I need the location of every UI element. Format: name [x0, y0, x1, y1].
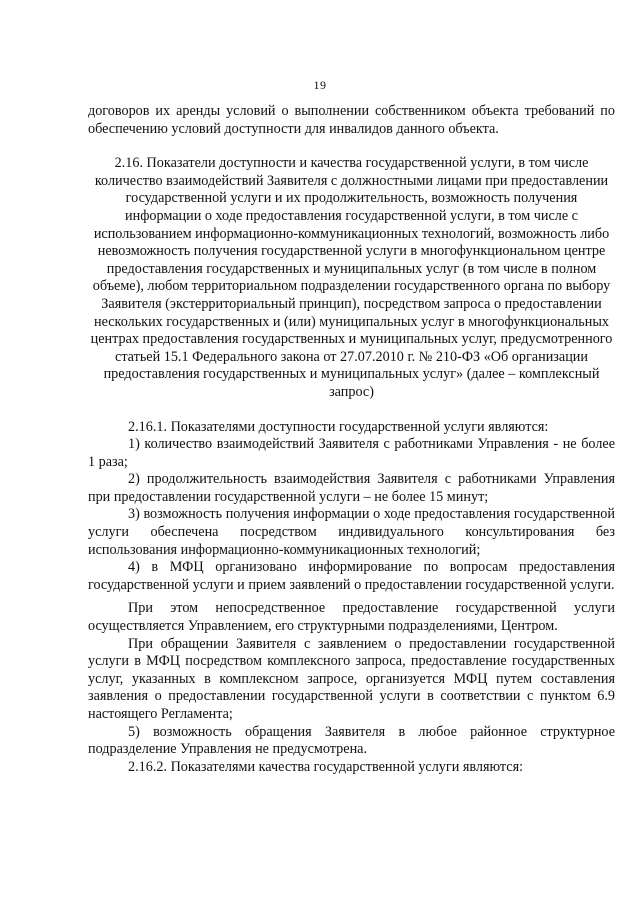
section-heading-2-16: 2.16. Показатели доступности и качества государственной услуги, в том числе количество взаимодействий Заявителя с должностными лицами при предоставлении государственной услуги и их продолжительность, возможность получения информации о ходе предоставления государственной услуги, в том числе с использованием информационно-коммуникационных технологий, возможность либо невозможность получения государственной услуги в многофункциональном центре предоставления государственных и муниципальных услуг (в том числе в полном объеме), любом территориальном подразделении государственного органа по выбору Заявителя (экстерриториальный принцип), посредством запроса о предоставлении нескольких государственных и (или) муниципальных услуг в многофункциональных центрах предоставления государственных и муниципальных услуг, предусмотренного статьей 15.1 Федерального закона от 27.07.2010 г. № 210-ФЗ «Об организации предоставления государственных и муниципальных услуг» (далее – комплексный запрос): [90, 155, 613, 400]
document-body: [88, 103, 615, 776]
list-item-4: 4) в МФЦ организовано информирование по вопросам предоставления государственной услуги и прием заявлений о предоставлении государственной услуги.: [88, 559, 615, 593]
list-item-5: 5) возможность обращения Заявителя в любое районное структурное подразделение Управления не предусмотрена.: [88, 723, 615, 758]
list-item-3: 3) возможность получения информации о ходе предоставления государственной услуги обеспечена посредством индивидуального консультирования без использования информационно-коммуникационных технологий;: [88, 506, 615, 558]
list-item-1: 1) количество взаимодействий Заявителя с работниками Управления - не более 1 раза;: [88, 436, 615, 470]
paragraph-complex-request: При обращении Заявителя с заявлением о предоставлении государственной услуги в МФЦ посредством комплексного запроса, предоставление государственных услуг, указанных в комплексном запросе, организуется МФЦ путем составления заявления о предоставлении государственной услуги в соответствии с пунктом 6.9 настоящего Регламента;: [88, 635, 615, 722]
paragraph-direct-provision: При этом непосредственное предоставление государственной услуги осуществляется Управлением, его структурными подразделениями, Центром.: [88, 600, 615, 635]
paragraph-continuation: договоров их аренды условий о выполнении собственником объекта требований по обеспечению условий доступности для инвалидов данного объекта.: [88, 103, 615, 137]
subsection-heading-2-16-2: 2.16.2. Показателями качества государственной услуги являются:: [128, 758, 524, 775]
list-item-2: 2) продолжительность взаимодействия Заявителя с работниками Управления при предоставлении государственной услуги – не более 15 минут;: [88, 471, 615, 505]
page-number: 19: [313, 78, 327, 92]
subsection-heading-2-16-1: 2.16.1. Показателями доступности государственной услуги являются:: [128, 418, 549, 435]
